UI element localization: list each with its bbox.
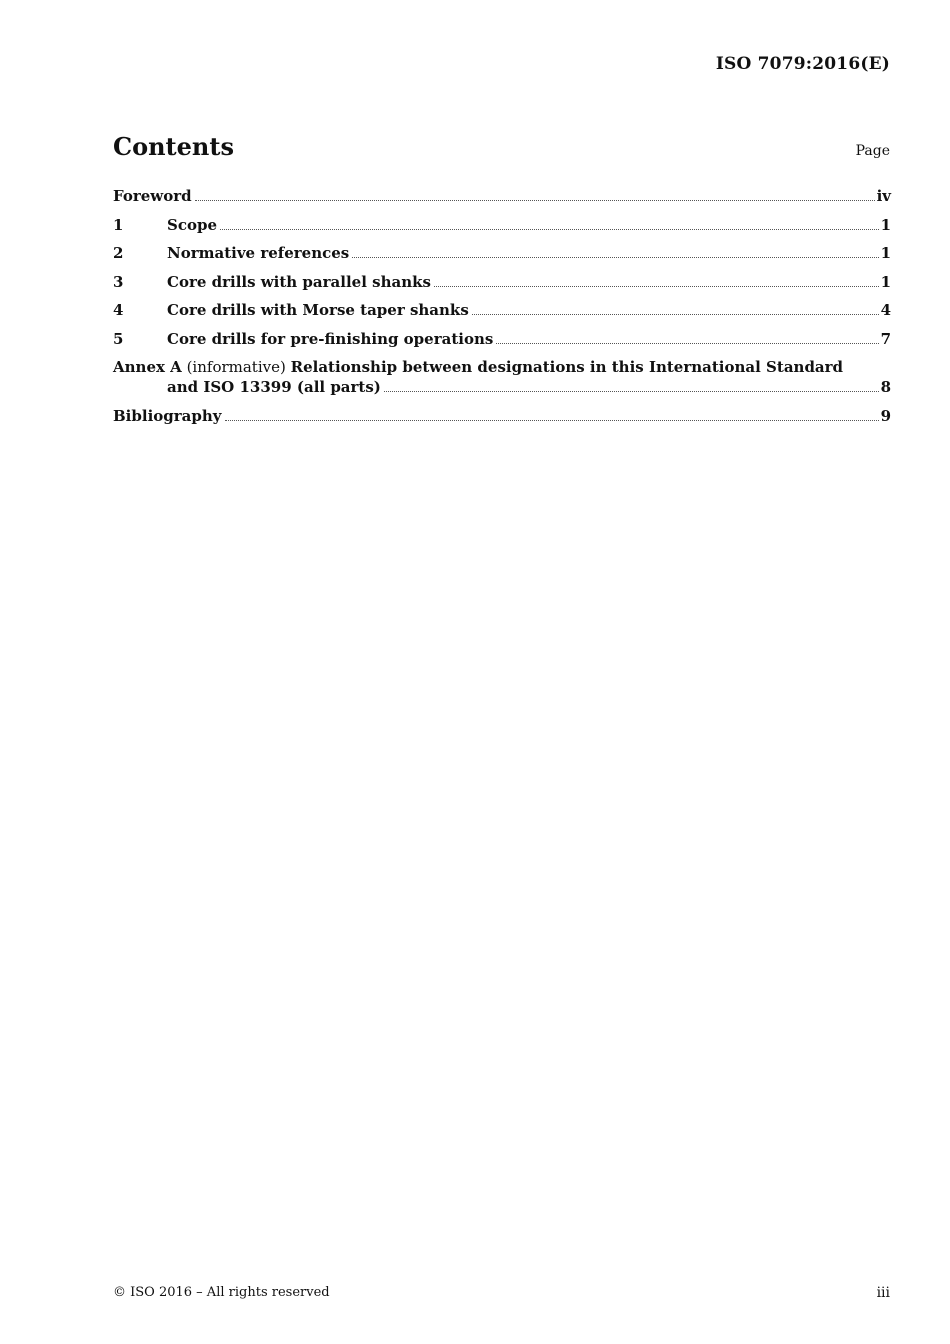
annex-first-line (113, 357, 891, 377)
toc-entry-page: 7 (880, 329, 891, 348)
toc-leader-dots (225, 420, 879, 421)
toc-entry-page: iv (876, 187, 891, 205)
annex-title-line1: Relationship between designations in this International Standard (290, 358, 844, 376)
toc-entry-number: 2 (113, 244, 124, 262)
table-of-contents (113, 186, 891, 426)
annex-second-line (113, 377, 891, 397)
toc-entry-title: Core drills with parallel shanks (167, 272, 431, 291)
toc-entry-title: Normative references (167, 244, 350, 262)
page-column-label: Page (855, 143, 890, 159)
toc-entry-bibliography[interactable] (113, 406, 891, 426)
annex-title-line2: and ISO 13399 (all parts) (167, 378, 381, 396)
toc-leader-dots (472, 314, 879, 315)
annex-type: (informative) (186, 358, 286, 376)
toc-entry-number: 3 (113, 272, 124, 291)
toc-entry-page: 1 (880, 244, 891, 262)
toc-entry-foreword[interactable] (113, 186, 891, 206)
toc-entry-page: 1 (880, 272, 891, 291)
toc-entry-annex-a[interactable] (113, 357, 891, 397)
toc-entry-title: Core drills for pre-finishing operations (167, 329, 494, 348)
toc-leader-dots (496, 343, 878, 344)
toc-entry-page: 4 (880, 301, 891, 319)
annex-label: Annex A (113, 358, 182, 376)
toc-entry-scope[interactable] (113, 215, 891, 235)
toc-entry-number: 5 (113, 329, 124, 348)
toc-entry-page: 1 (880, 215, 891, 234)
contents-heading: Contents (113, 132, 234, 161)
toc-entry-number: 1 (113, 215, 124, 234)
toc-entry-number: 4 (113, 301, 124, 319)
document-id: ISO 7079:2016(E) (715, 54, 890, 74)
toc-entry-pre-finishing[interactable] (113, 329, 891, 349)
toc-entry-page: 9 (880, 406, 891, 425)
footer-copyright: © ISO 2016 – All rights reserved (113, 1285, 330, 1300)
toc-entry-title: Core drills with Morse taper shanks (167, 301, 469, 319)
toc-entry-title: Foreword (113, 187, 192, 205)
toc-entry-parallel-shanks[interactable] (113, 272, 891, 292)
toc-entry-morse-taper-shanks[interactable] (113, 300, 891, 320)
toc-entry-normative-references[interactable] (113, 243, 891, 263)
toc-leader-dots (434, 286, 879, 287)
footer-page-number: iii (876, 1285, 890, 1301)
toc-leader-dots (195, 200, 875, 201)
toc-entry-page: 8 (880, 378, 891, 396)
toc-entry-title: Bibliography (113, 406, 222, 425)
toc-entry-title: Scope (167, 215, 218, 234)
toc-leader-dots (384, 391, 879, 392)
toc-leader-dots (220, 229, 879, 230)
toc-leader-dots (352, 257, 878, 258)
